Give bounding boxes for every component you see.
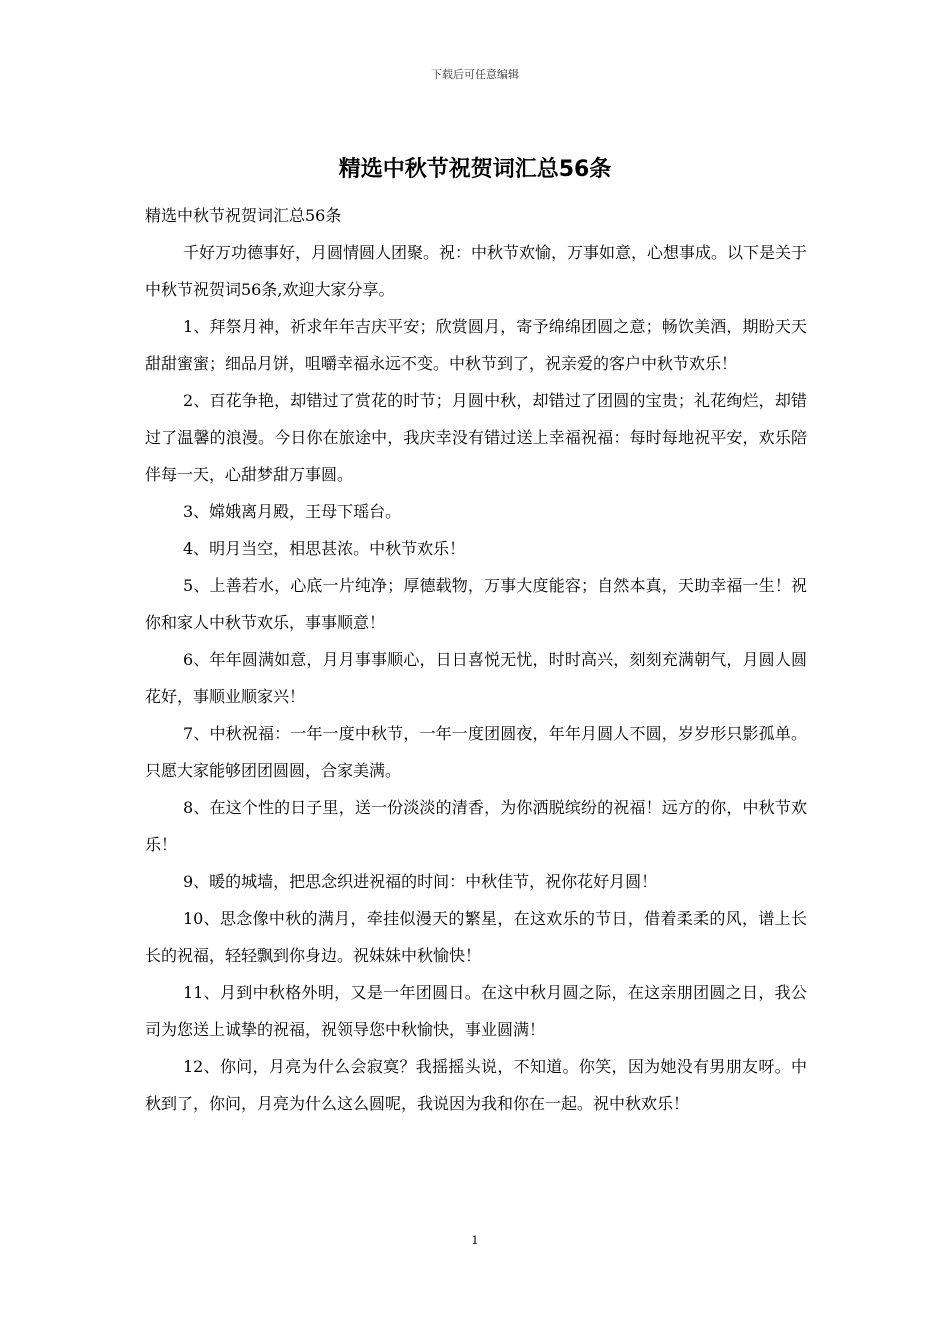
greeting-item-10: 10、思念像中秋的满月，牵挂似漫天的繁星，在这欢乐的节日，借着柔柔的风，谱上长长的祝福，轻轻飘到你身边。祝妹妹中秋愉快！ — [145, 909, 807, 965]
greeting-item-6: 6、年年圆满如意，月月事事顺心，日日喜悦无忧，时时高兴，刻刻充满朝气，月圆人圆花好，事顺业顺家兴！ — [145, 650, 807, 706]
greeting-item-5: 5、上善若水，心底一片纯净；厚德载物，万事大度能容；自然本真，天助幸福一生！祝你和家人中秋节欢乐，事事顺意！ — [145, 576, 807, 632]
intro-paragraph: 千好万功德事好，月圆情圆人团聚。祝：中秋节欢愉，万事如意，心想事成。以下是关于中秋节祝贺词56条,欢迎大家分享。 — [145, 243, 808, 299]
greeting-item-9: 9、暖的城墙，把思念织进祝福的时间：中秋佳节，祝你花好月圆！ — [183, 872, 658, 891]
greeting-item-4: 4、明月当空，相思甚浓。中秋节欢乐！ — [183, 539, 466, 558]
document-body — [145, 197, 807, 1122]
document-title: 精选中秋节祝贺词汇总56条 — [338, 157, 612, 182]
page-header: 下载后可任意编辑 — [431, 68, 519, 81]
greeting-item-11: 11、月到中秋格外明，又是一年团圆日。在这中秋月圆之际，在这亲朋团圆之日，我公司为您送上诚挚的祝福，祝领导您中秋愉快，事业圆满！ — [145, 983, 807, 1039]
greeting-item-3: 3、嫦娥离月殿，王母下瑶台。 — [183, 502, 402, 521]
document-subtitle: 精选中秋节祝贺词汇总56条 — [145, 206, 342, 225]
greeting-item-12: 12、你问，月亮为什么会寂寞？我摇摇头说，不知道。你笑，因为她没有男朋友呀。中秋到了，你问，月亮为什么这么圆呢，我说因为我和你在一起。祝中秋欢乐！ — [145, 1057, 807, 1113]
greeting-item-8: 8、在这个性的日子里，送一份淡淡的清香，为你洒脱缤纷的祝福！远方的你，中秋节欢乐！ — [145, 798, 807, 854]
greeting-item-1: 1、拜祭月神，祈求年年吉庆平安；欣赏圆月，寄予绵绵团圆之意；畅饮美酒，期盼天天甜甜蜜蜜；细品月饼，咀嚼幸福永远不变。中秋节到了，祝亲爱的客户中秋节欢乐！ — [145, 317, 807, 373]
greeting-item-7: 7、中秋祝福：一年一度中秋节，一年一度团圆夜，年年月圆人不圆，岁岁形只影孤单。只愿大家能够团团圆圆，合家美满。 — [145, 724, 807, 780]
greeting-item-2: 2、百花争艳，却错过了赏花的时节；月圆中秋，却错过了团圆的宝贵；礼花绚烂，却错过了温馨的浪漫。今日你在旅途中，我庆幸没有错过送上幸福祝福：每时每地祝平安，欢乐陪伴每一天，心甜梦甜万事圆。 — [145, 391, 807, 484]
page-number: 1 — [471, 1234, 479, 1247]
